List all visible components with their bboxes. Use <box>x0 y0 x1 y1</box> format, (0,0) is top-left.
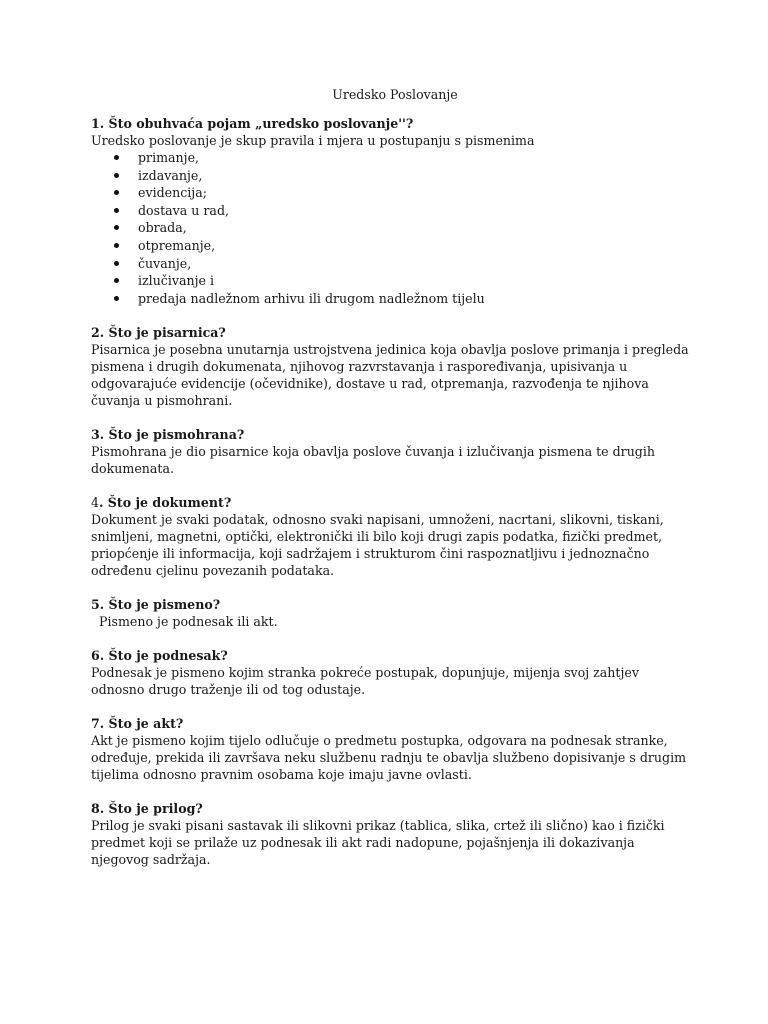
list-item: evidencija; <box>138 184 691 202</box>
answer-text-6: Podnesak je pismeno kojim stranka pokreće postupak, dopunjuje, mijenja svoj zahtjev odnosno drugo traženje ili od tog odustaje. <box>91 665 639 698</box>
bullet-icon <box>114 225 119 230</box>
document-title: Uredsko Poslovanje <box>332 87 458 102</box>
answer-text-7: Akt je pismeno kojim tijelo odlučuje o predmetu postupka, odgovara na podnesak stranke, određuje, prekida ili završava neku službenu radnju te obavlja službeno dopisivanje s drugim tijelima odnosno pravnim osobama koje imaju javne ovlasti. <box>91 733 687 783</box>
list-item: predaja nadležnom arhivu ili drugom nadležnom tijelu <box>138 290 691 308</box>
question-heading-1: 1. Što obuhvaća pojam „uredsko poslovanje''? <box>91 116 414 131</box>
section-q7 <box>91 715 691 783</box>
question-heading-4 <box>91 494 691 511</box>
question-heading-3: 3. Što je pismohrana? <box>91 427 245 443</box>
answer-text-2: Pisarnica je posebna unutarnja ustrojstvena jedinica koja obavlja poslove primanja i pregleda pismena i drugih dokumenata, njihovog razvrstavanja i raspoređivanja, upisivanja u odgovarajuće evidencije (očevidnike), dostave u rad, otpremanja, razvođenja te njihova čuvanja u pismohrani. <box>91 342 689 409</box>
question-heading-6: 6. Što je podnesak? <box>91 648 228 664</box>
bullet-icon <box>114 261 119 266</box>
bullet-icon <box>114 296 119 301</box>
bullet-icon <box>114 243 119 248</box>
list-item: izlučivanje i <box>138 272 691 290</box>
question-heading-7: 7. Što je akt? <box>91 716 184 732</box>
answer-text-3: Pismohrana je dio pisarnice koja obavlja poslove čuvanja i izlučivanja pismena te drugih dokumenata. <box>91 444 656 477</box>
section-q3 <box>91 426 691 477</box>
bullet-icon <box>114 155 119 160</box>
section-q2 <box>91 324 691 409</box>
list-item: obrada, <box>138 219 691 237</box>
section-q6 <box>91 647 691 698</box>
list-item: dostava u rad, <box>138 202 691 220</box>
list-item: izdavanje, <box>138 167 691 185</box>
list-item: otpremanje, <box>138 237 691 255</box>
list-item: čuvanje, <box>138 255 691 273</box>
bullet-list <box>91 149 691 307</box>
list-item: primanje, <box>138 149 691 167</box>
question-heading-5: 5. Što je pismeno? <box>91 597 221 613</box>
bullet-icon <box>114 190 119 195</box>
section-q4 <box>91 494 691 579</box>
section-q8 <box>91 800 691 868</box>
section-q5 <box>91 596 691 630</box>
answer-text-8: Prilog je svaki pisani sastavak ili slikovni prikaz (tablica, slika, crtež ili slično) kao i fizički predmet koji se prilaže uz podnesak ili akt radi nadopune, pojašnjenja ili dokazivanja njegovog sadržaja. <box>91 818 665 868</box>
question-intro-1: Uredsko poslovanje je skup pravila i mjera u postupanju s pismenima <box>91 133 535 148</box>
bullet-icon <box>114 278 119 283</box>
bullet-icon <box>114 208 119 213</box>
section-q1 <box>91 115 691 307</box>
answer-text-5: Pismeno je podnesak ili akt. <box>99 614 278 630</box>
question-title-4: . Što je dokument? <box>99 495 232 511</box>
bullet-icon <box>114 173 119 178</box>
question-heading-2: 2. Što je pisarnica? <box>91 325 226 341</box>
answer-text-4: Dokument je svaki podatak, odnosno svaki napisani, umnoženi, nacrtani, slikovni, tiskani, snimljeni, magnetni, optički, elektronički ili bilo koji drugi zapis podatka, fizički predmet, priopćenje ili informacija, koji sadržajem i strukturom čini raspoznatljivu i jednoznačno određenu cjelinu povezanih podataka. <box>91 512 664 579</box>
question-number-4: 4 <box>91 495 100 511</box>
document-page <box>91 86 691 868</box>
question-heading-8: 8. Što je prilog? <box>91 801 203 817</box>
